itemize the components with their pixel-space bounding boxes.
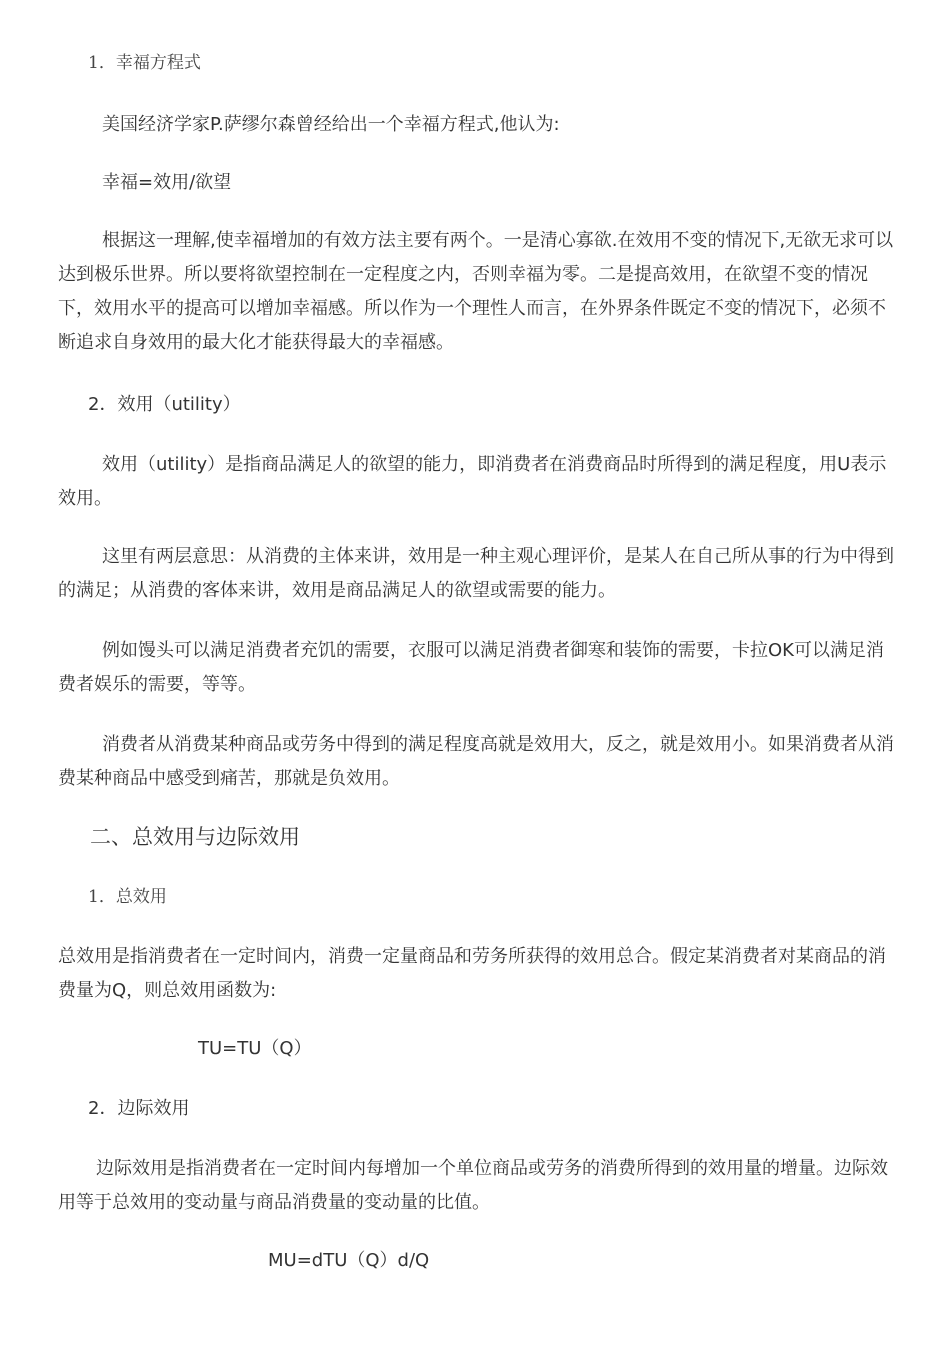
- paragraph-utility-definition: 效用（utility）是指商品满足人的欲望的能力，即消费者在消费商品时所得到的满足程度，用U表示效用。: [58, 454, 887, 509]
- paragraph-examples: 例如馒头可以满足消费者充饥的需要，衣服可以满足消费者御寒和装饰的需要，卡拉OK可以满足消费者娱乐的需要，等等。: [58, 640, 884, 695]
- paragraph-samuelson-intro: 美国经济学家P.萨缪尔森曾经给出一个幸福方程式,他认为:: [102, 114, 560, 135]
- section-heading-marginal-utility: 2．边际效用: [88, 1098, 190, 1119]
- formula-happiness: 幸福=效用/欲望: [102, 172, 232, 193]
- paragraph-total-utility-definition: 总效用是指消费者在一定时间内，消费一定量商品和劳务所获得的效用总合。假定某消费者对某商品的消费量为Q，则总效用函数为:: [58, 946, 886, 1001]
- paragraph-increase-happiness: 根据这一理解,使幸福增加的有效方法主要有两个。一是清心寡欲.在效用不变的情况下,无欲无求可以达到极乐世界。所以要将欲望控制在一定程度之内，否则幸福为零。二是提高效用，在欲望不变的情况下，效用水平的提高可以增加幸福感。所以作为一个理性人而言，在外界条件既定不变的情况下，必须不断追求自身效用的最大化才能获得最大的幸福感。: [58, 230, 894, 353]
- paragraph-marginal-utility-definition: 边际效用是指消费者在一定时间内每增加一个单位商品或劳务的消费所得到的效用量的增量。边际效用等于总效用的变动量与商品消费量的变动量的比值。: [58, 1158, 888, 1213]
- paragraph-negative-utility: 消费者从消费某种商品或劳务中得到的满足程度高就是效用大，反之，就是效用小。如果消费者从消费某种商品中感受到痛苦，那就是负效用。: [58, 734, 894, 789]
- formula-marginal-utility: MU=dTU（Q）d/Q: [268, 1250, 430, 1271]
- section-heading-happiness-equation: 1．幸福方程式: [88, 53, 201, 73]
- section-heading-total-utility: 1．总效用: [88, 887, 167, 907]
- chapter-heading-total-marginal-utility: 二、总效用与边际效用: [90, 825, 300, 849]
- section-heading-utility: 2．效用（utility）: [88, 394, 241, 415]
- paragraph-two-meanings: 这里有两层意思：从消费的主体来讲，效用是一种主观心理评价，是某人在自己所从事的行为中得到的满足；从消费的客体来讲，效用是商品满足人的欲望或需要的能力。: [58, 546, 894, 601]
- formula-total-utility: TU=TU（Q）: [198, 1038, 312, 1059]
